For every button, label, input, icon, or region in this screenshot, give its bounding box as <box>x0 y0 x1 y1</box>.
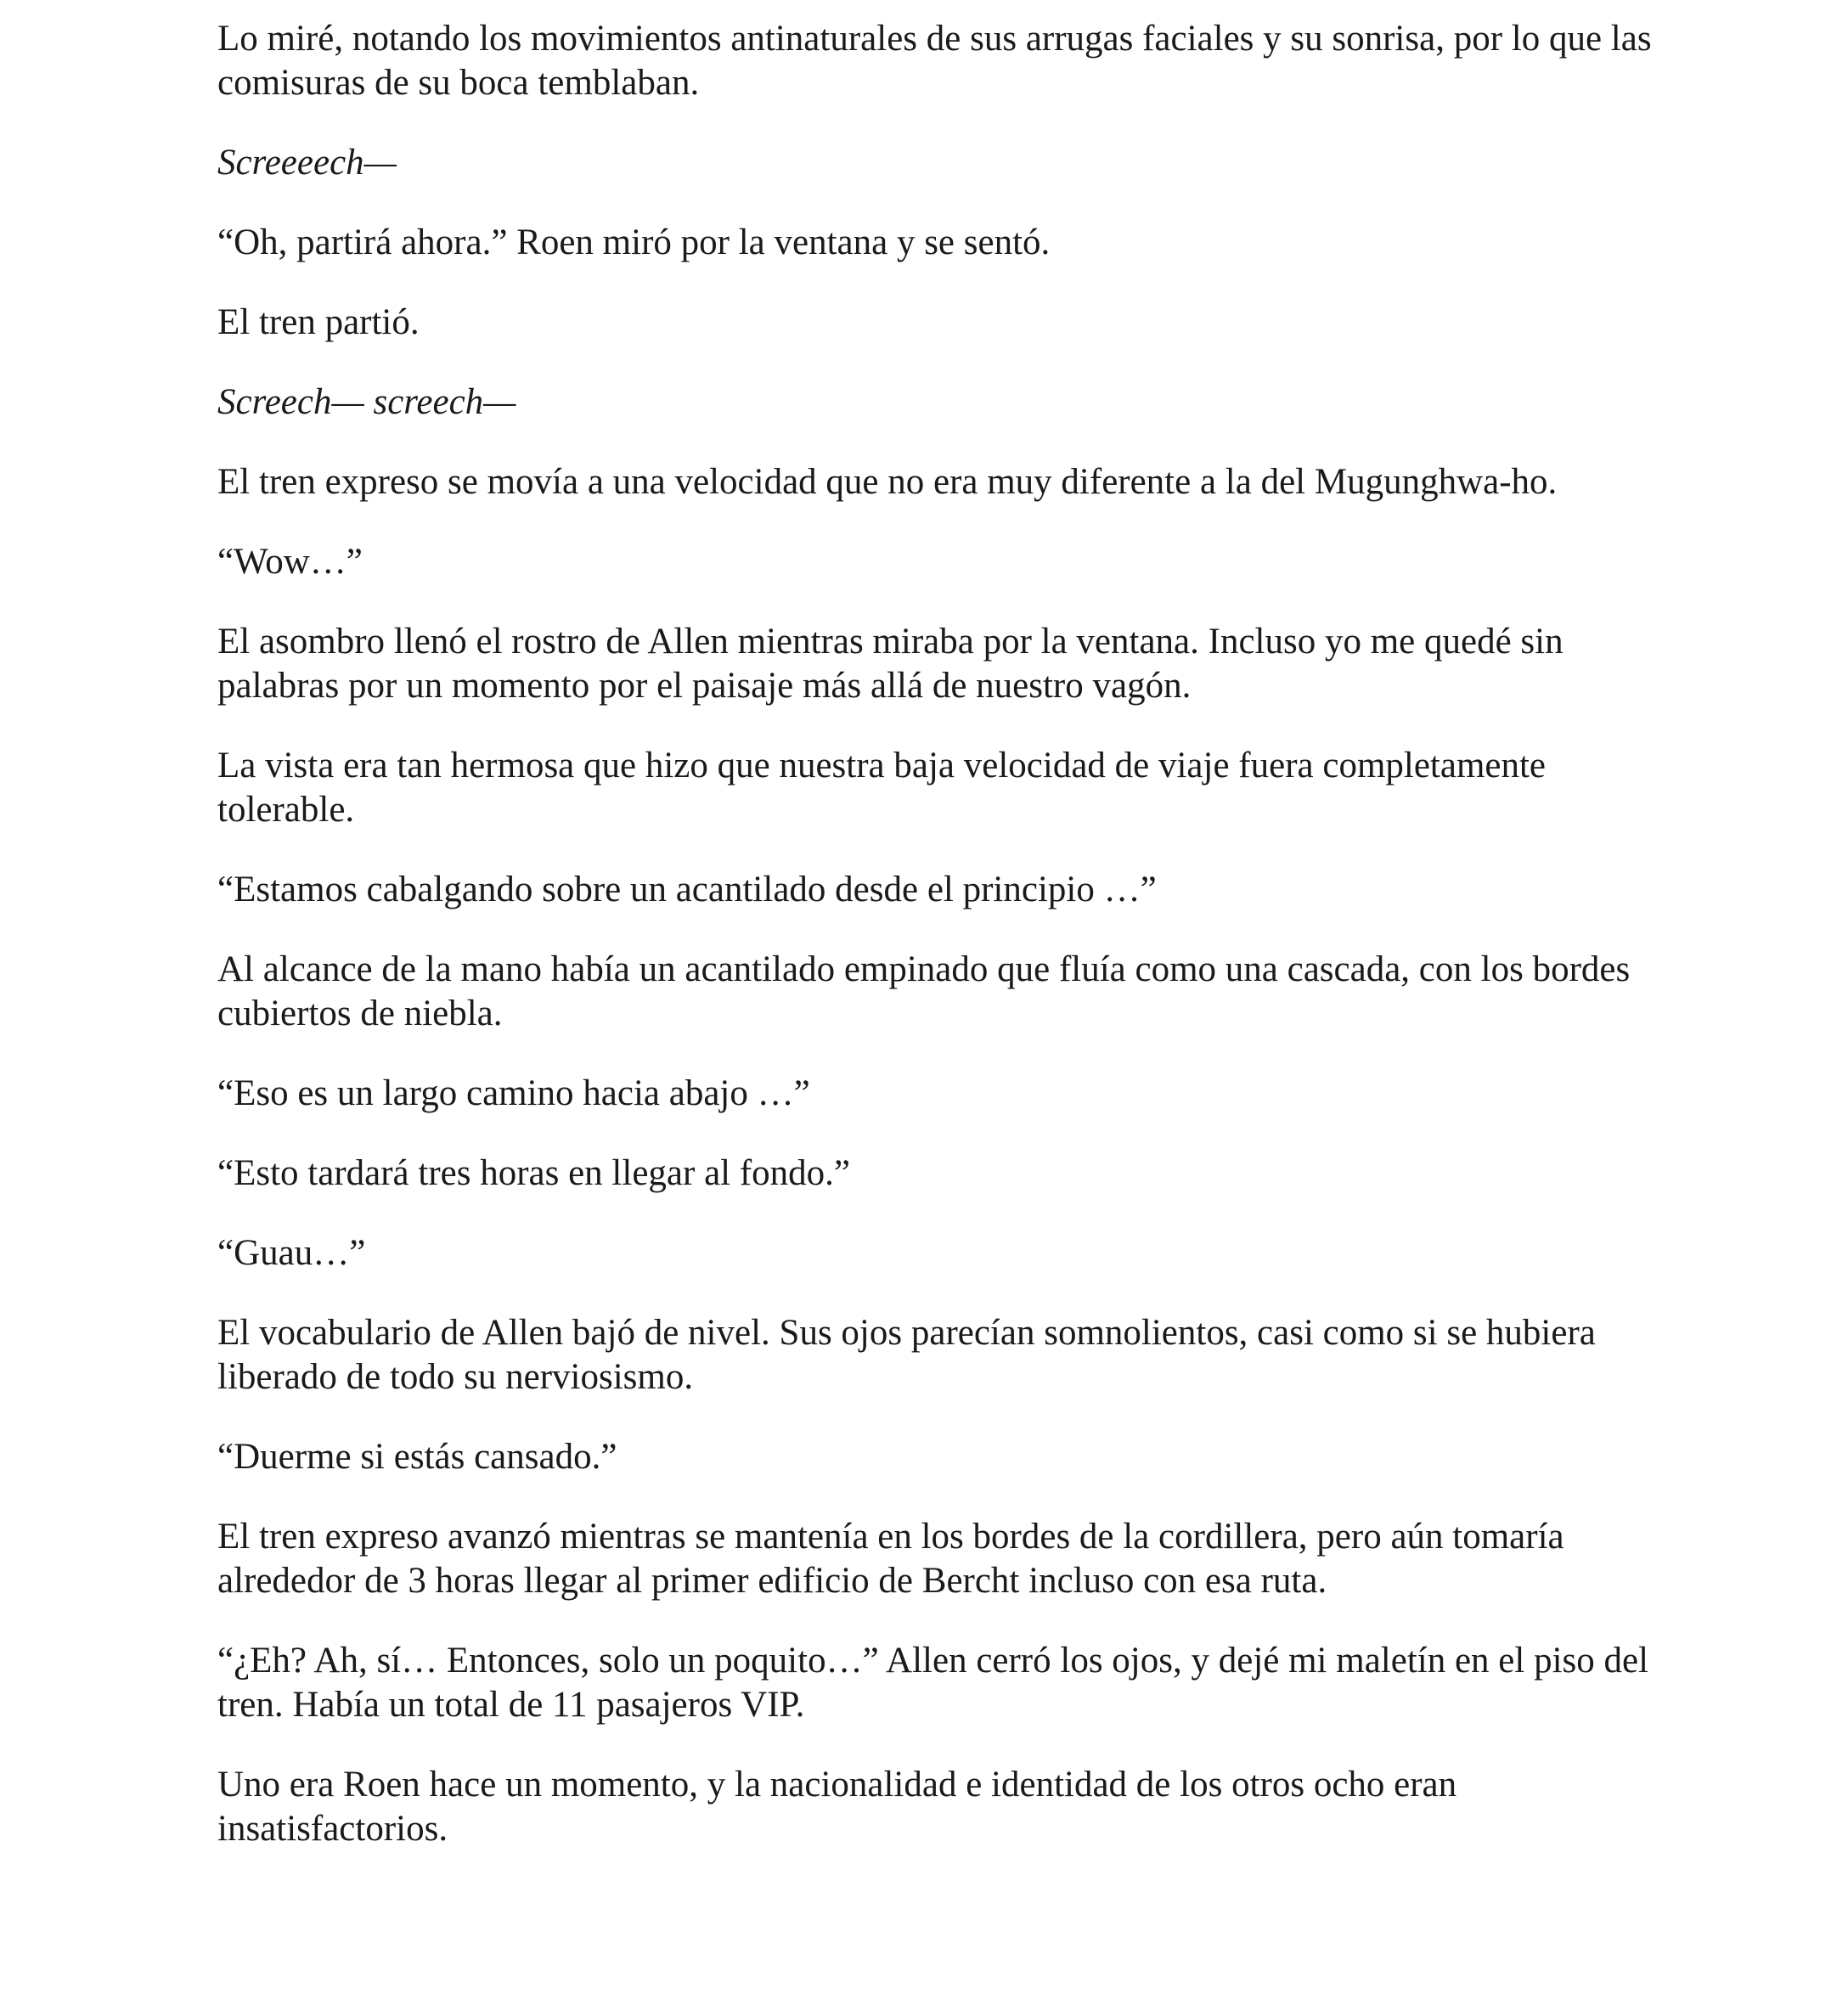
paragraph-1: Lo miré, notando los movimientos antinaturales de sus arrugas faciales y su sonrisa, por lo que las comisuras de su boca temblaban. <box>217 19 1652 103</box>
paragraph-12: “Eso es un largo camino hacia abajo …” <box>217 1073 810 1113</box>
paragraph-8: El asombro llenó el rostro de Allen mientras miraba por la ventana. Incluso yo me quedé sin palabras por un momento por el paisaje más allá de nuestro vagón. <box>217 622 1563 706</box>
paragraph-5-sound: Screech— screech— <box>217 382 516 422</box>
paragraph-4: El tren partió. <box>217 302 420 342</box>
paragraph-15: El vocabulario de Allen bajó de nivel. Sus ojos parecían somnolientos, casi como si se hubiera liberado de todo su nerviosismo. <box>217 1313 1596 1397</box>
paragraph-6: El tren expreso se movía a una velocidad que no era muy diferente a la del Mugunghwa-ho. <box>217 462 1558 502</box>
paragraph-17: El tren expreso avanzó mientras se mantenía en los bordes de la cordillera, pero aún tomaría alrededor de 3 horas llegar al primer edificio de Bercht incluso con esa ruta. <box>217 1517 1564 1601</box>
paragraph-2-sound: Screeeech— <box>217 143 397 183</box>
document-page <box>217 17 1661 1887</box>
paragraph-11: Al alcance de la mano había un acantilado empinado que fluía como una cascada, con los bordes cubiertos de niebla. <box>217 949 1631 1033</box>
paragraph-3: “Oh, partirá ahora.” Roen miró por la ventana y se sentó. <box>217 222 1051 262</box>
paragraph-16: “Duerme si estás cansado.” <box>217 1437 617 1477</box>
paragraph-14: “Guau…” <box>217 1233 366 1273</box>
paragraph-18: “¿Eh? Ah, sí… Entonces, solo un poquito…” Allen cerró los ojos, y dejé mi maletín en el piso del tren. Había un total de 11 pasajeros VIP. <box>217 1641 1649 1725</box>
paragraph-19: Uno era Roen hace un momento, y la nacionalidad e identidad de los otros ocho eran insatisfactorios. <box>217 1765 1457 1849</box>
paragraph-9: La vista era tan hermosa que hizo que nuestra baja velocidad de viaje fuera completamente tolerable. <box>217 746 1547 830</box>
paragraph-10: “Estamos cabalgando sobre un acantilado desde el principio …” <box>217 870 1157 909</box>
paragraph-7: “Wow…” <box>217 542 363 582</box>
paragraph-13: “Esto tardará tres horas en llegar al fondo.” <box>217 1153 851 1193</box>
